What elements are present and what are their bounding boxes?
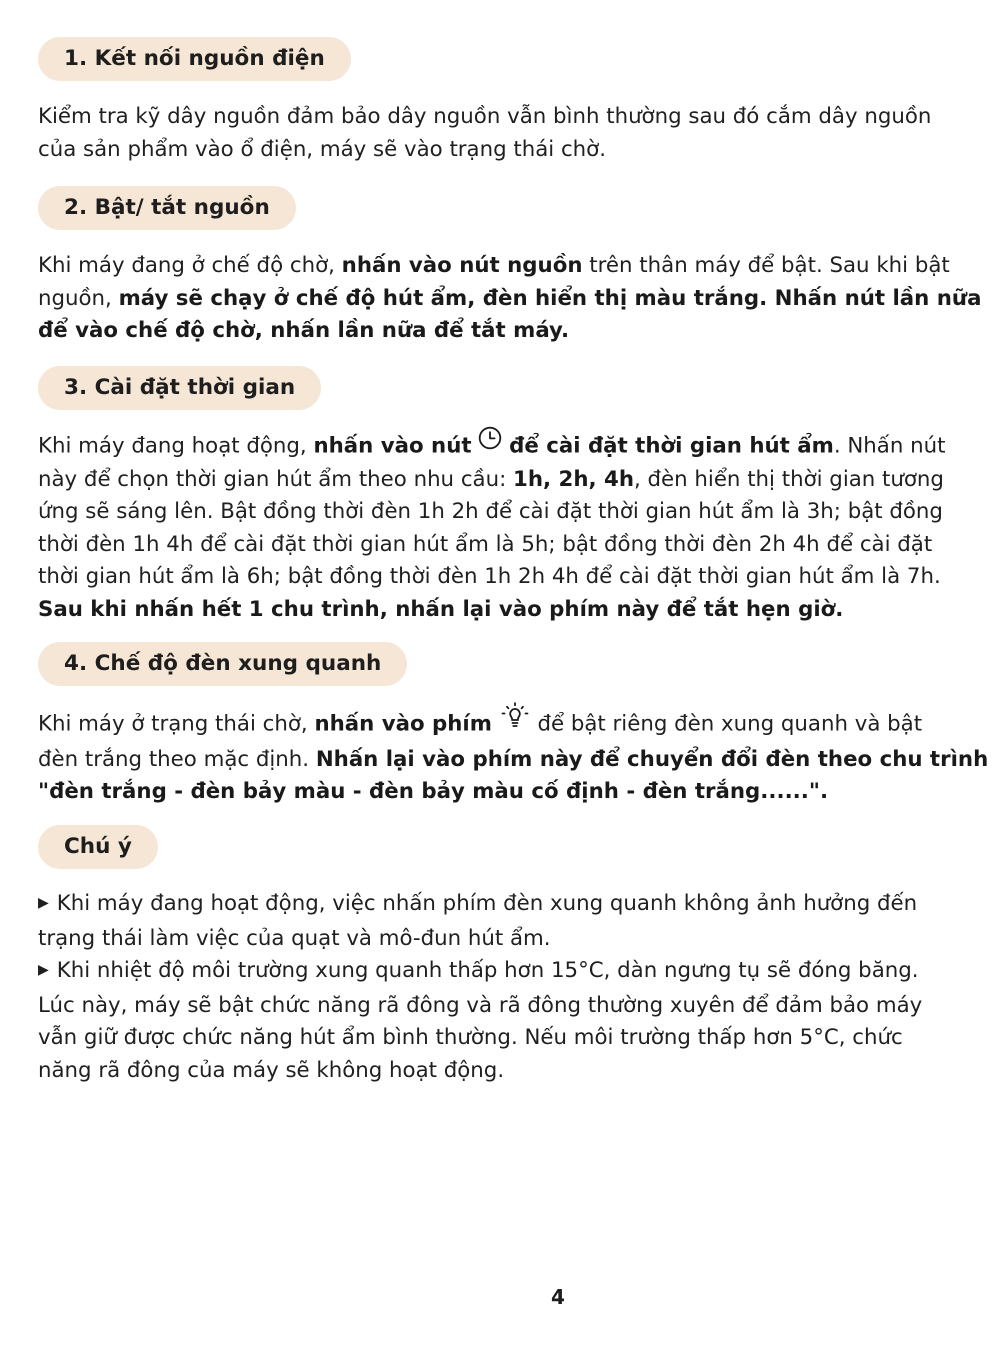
bold-run: 1h, 2h, 4h — [513, 466, 634, 492]
text-line: Lúc này, máy sẽ bật chức năng rã đông và rã đông thường xuyên để đảm bảo máy — [38, 992, 923, 1018]
bold-run: để cài đặt thời gian hút ẩm — [509, 433, 834, 459]
text-line — [38, 776, 963, 809]
text-run: Khi máy đang hoạt động, việc nhấn phím đèn xung quanh không ảnh hưởng đến — [56, 891, 918, 916]
text-run: . Nhấn nút — [833, 433, 946, 459]
section-heading-timer: 3. Cài đặt thời gian — [38, 366, 321, 410]
lightbulb-icon — [499, 702, 531, 741]
text-run: Khi máy đang hoạt động, — [38, 433, 314, 459]
bullet-triangle-icon: ▶ — [38, 962, 49, 978]
text-run: Khi nhiệt độ môi trường xung quanh thấp hơn 15°C, dàn ngưng tụ sẽ đóng băng. — [56, 958, 919, 983]
text-line: Kiểm tra kỹ dây nguồn đảm bảo dây nguồn vẫn bình thường sau đó cắm dây nguồn — [38, 104, 932, 129]
text-line — [38, 464, 963, 497]
bold-run: nhấn vào nút nguồn — [341, 253, 583, 278]
section-body-ambient-light — [38, 705, 989, 809]
text-run: này để chọn thời gian hút ẩm theo nhu cầu: — [38, 466, 514, 492]
text-run: Khi máy đang ở chế độ chờ, — [38, 253, 342, 278]
bold-run: nhấn vào phím — [314, 711, 492, 737]
text-line: của sản phẩm vào ổ điện, máy sẽ vào trạng thái chờ. — [38, 136, 606, 162]
section-heading-ambient-light: 4. Chế độ đèn xung quanh — [38, 642, 407, 686]
text-line — [38, 705, 963, 744]
text-line — [38, 429, 963, 464]
section-heading-power-toggle: 2. Bật/ tắt nguồn — [38, 186, 296, 230]
bold-run: "đèn trắng - đèn bảy màu - đèn bảy màu cố định - đèn trắng......". — [38, 779, 829, 804]
text-line — [38, 283, 982, 316]
text-run: , đèn hiển thị thời gian tương — [633, 466, 944, 492]
text-run: Khi máy ở trạng thái chờ, — [38, 711, 315, 737]
section-body-timer — [38, 429, 963, 626]
text-line — [38, 315, 963, 348]
clock-icon — [478, 426, 502, 461]
text-line — [38, 888, 963, 923]
section-heading-power-connection: 1. Kết nối nguồn điện — [38, 37, 351, 81]
bold-run: Sau khi nhấn hết 1 chu trình, nhấn lại vào phím này để tắt hẹn giờ. — [38, 596, 844, 622]
section-body-note — [38, 888, 963, 1087]
text-line: ứng sẽ sáng lên. Bật đồng thời đèn 1h 2h để cài đặt thời gian hút ẩm là 3h; bật đồng — [38, 499, 943, 524]
bold-run: Nhấn lại vào phím này để chuyển đổi đèn theo chu trình — [315, 746, 989, 772]
bold-run: máy sẽ chạy ở chế độ hút ẩm, đèn hiển thị màu trắng. Nhấn nút lần nữa — [118, 285, 982, 311]
text-line: năng rã đông của máy sẽ không hoạt động. — [38, 1057, 505, 1083]
text-run: nguồn, — [38, 285, 119, 311]
text-run: đèn trắng theo mặc định. — [38, 746, 316, 772]
page-number: 4 — [551, 1285, 565, 1309]
bullet-triangle-icon: ▶ — [38, 895, 49, 911]
text-run: để bật riêng đèn xung quanh và bật — [537, 711, 923, 737]
text-line: trạng thái làm việc của quạt và mô-đun hút ẩm. — [38, 925, 551, 951]
text-line: thời gian hút ẩm là 6h; bật đồng thời đèn 1h 2h 4h để cài đặt thời gian hút ẩm là 7h. — [38, 564, 941, 589]
bold-run: nhấn vào nút — [313, 433, 472, 459]
section-heading-note: Chú ý — [38, 825, 158, 869]
text-run: trên thân máy để bật. Sau khi bật — [582, 253, 950, 278]
text-line: thời đèn 1h 4h để cài đặt thời gian hút ẩm là 5h; bật đồng thời đèn 2h 4h để cài đặt — [38, 531, 933, 557]
bold-run: để vào chế độ chờ, nhấn lần nữa để tắt máy. — [38, 318, 570, 343]
section-body-power-connection — [38, 101, 963, 166]
text-line — [38, 955, 963, 990]
text-line: vẫn giữ được chức năng hút ẩm bình thường. Nếu môi trường thấp hơn 5°C, chức — [38, 1025, 903, 1050]
text-line — [38, 744, 989, 777]
text-line — [38, 594, 963, 627]
text-line — [38, 250, 963, 283]
section-body-power-toggle — [38, 250, 982, 348]
